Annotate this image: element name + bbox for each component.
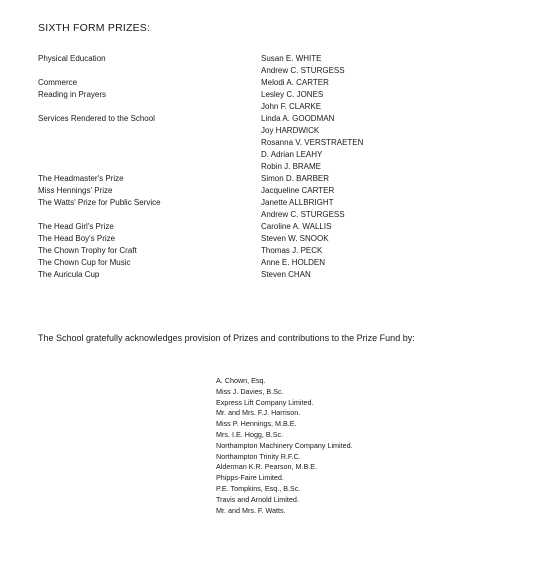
contributor-item: Phipps-Faire Limited. <box>216 473 284 483</box>
contributor-item: Northampton Trinity R.F.C. <box>216 451 301 461</box>
prize-row <box>38 137 508 149</box>
prize-name: The Headmaster's Prize <box>38 174 124 183</box>
prize-row <box>38 173 508 185</box>
prize-row <box>38 125 508 137</box>
prize-name: The Head Girl's Prize <box>38 222 114 231</box>
prize-winner: Steven W. SNOOK <box>261 234 329 243</box>
prize-name: Physical Education <box>38 54 106 63</box>
contributor-item: Miss J. Davies, B.Sc. <box>216 386 284 396</box>
prize-row <box>38 77 508 89</box>
prize-row <box>38 221 508 233</box>
prize-winner: D. Adrian LEAHY <box>261 150 323 159</box>
prize-row <box>38 113 508 125</box>
prize-row <box>38 101 508 113</box>
prize-row <box>38 233 508 245</box>
prize-winner: Susan E. WHITE <box>261 54 322 63</box>
prize-winner: Thomas J. PECK <box>261 246 323 255</box>
prize-row <box>38 197 508 209</box>
contributor-item: Express Lift Company Limited. <box>216 397 314 407</box>
prize-winner: Rosanna V. VERSTRAETEN <box>261 138 364 147</box>
prize-name: Services Rendered to the School <box>38 114 155 123</box>
contributor-item: Alderman K.R. Pearson, M.B.E. <box>216 462 318 472</box>
prize-name: The Watts' Prize for Public Service <box>38 198 161 207</box>
prize-winner: Melodi A. CARTER <box>261 78 329 87</box>
contributor-item: Mr. and Mrs. F. Watts. <box>216 505 286 515</box>
prize-winner: Joy HARDWICK <box>261 126 320 135</box>
prize-winner: John F. CLARKE <box>261 102 322 111</box>
prize-row <box>38 89 508 101</box>
contributor-item: P.E. Tompkins, Esq., B.Sc. <box>216 483 301 493</box>
prize-winner: Linda A. GOODMAN <box>261 114 335 123</box>
prize-row <box>38 257 508 269</box>
contributor-item: Miss P. Hennings, M.B.E. <box>216 419 297 429</box>
prize-list <box>38 53 508 281</box>
prize-winner: Caroline A. WALLIS <box>261 222 332 231</box>
prize-winner: Andrew C. STURGESS <box>261 210 345 219</box>
prize-row <box>38 149 508 161</box>
contributor-item: A. Chown, Esq. <box>216 376 266 385</box>
contributor-item: Northampton Machinery Company Limited. <box>216 440 353 450</box>
contributor-item: Travis and Arnold Limited. <box>216 494 299 504</box>
prize-winner: Anne E. HOLDEN <box>261 258 326 267</box>
prize-name: Miss Hennings' Prize <box>38 186 113 195</box>
acknowledgement-text: The School gratefully acknowledges provision of Prizes and contributions to the Prize Fund by: <box>38 333 415 343</box>
prize-name: The Head Boy's Prize <box>38 234 116 243</box>
prize-name: Reading in Prayers <box>38 90 107 99</box>
prize-winner: Andrew C. STURGESS <box>261 66 345 75</box>
prize-row <box>38 65 508 77</box>
prize-name: Commerce <box>38 78 78 87</box>
prize-name: The Chown Trophy for Craft <box>38 246 137 255</box>
prize-row <box>38 209 508 221</box>
prize-winner: Janette ALLBRIGHT <box>261 198 334 207</box>
prize-winner: Steven CHAN <box>261 270 311 279</box>
prize-row <box>38 245 508 257</box>
prize-name: The Chown Cup for Music <box>38 258 131 267</box>
contributor-item: Mrs. I.E. Hogg, B.Sc. <box>216 429 284 439</box>
page-title: SIXTH FORM PRIZES: <box>38 22 151 34</box>
prize-name: The Auricula Cup <box>38 270 100 279</box>
prize-winner: Robin J. BRAME <box>261 162 322 171</box>
prize-winner: Lesley C. JONES <box>261 90 324 99</box>
contributor-list <box>216 376 353 516</box>
prize-row <box>38 53 508 65</box>
prize-winner: Jacqueline CARTER <box>261 186 335 195</box>
prize-row <box>38 185 508 197</box>
prize-row <box>38 269 508 281</box>
prize-row <box>38 161 508 173</box>
contributor-item: Mr. and Mrs. F.J. Harrison. <box>216 408 301 418</box>
prize-winner: Simon D. BARBER <box>261 174 330 183</box>
